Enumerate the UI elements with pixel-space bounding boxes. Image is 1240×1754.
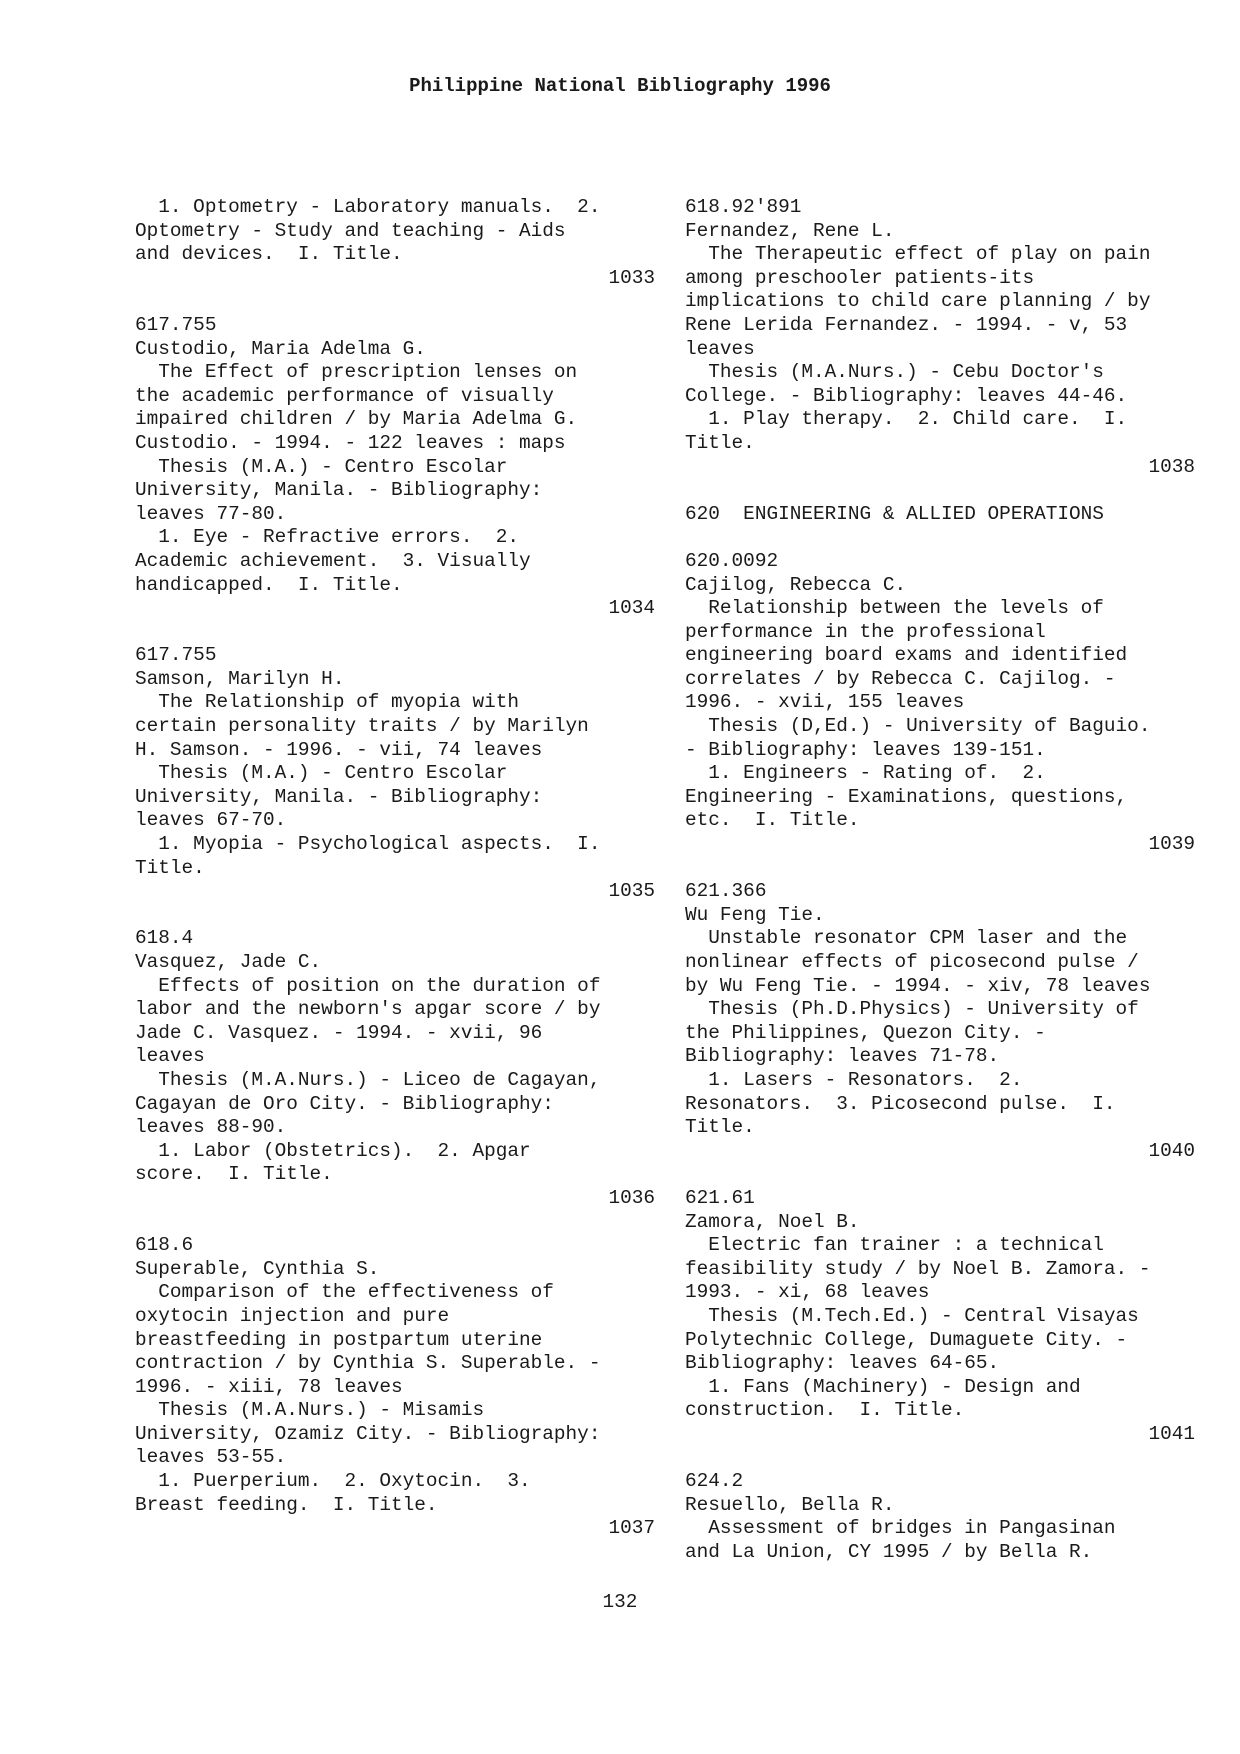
text-line: - Bibliography: leaves 139-151. [685, 738, 1046, 761]
text-line: Thesis (M.A.) - Centro Escolar [135, 762, 508, 785]
text-line: Thesis (M.A.Nurs.) - Liceo de Cagayan, [135, 1068, 601, 1091]
text-line: leaves 53-55. [135, 1446, 287, 1469]
text-line: Thesis (M.A.Nurs.) - Misamis [135, 1399, 485, 1422]
blank-line [685, 479, 1195, 503]
text-line: Unstable resonator CPM laser and the [685, 927, 1128, 950]
text-line: and devices. I. Title. [135, 243, 403, 266]
text-line: contraction / by Cynthia S. Superable. - [135, 1352, 601, 1375]
entry-number: 1035 [608, 880, 655, 903]
text-line: College. - Bibliography: leaves 44-46. [685, 384, 1128, 407]
text-line: Title. [685, 431, 755, 454]
text-line: Fernandez, Rene L. [685, 219, 895, 242]
text-line: and La Union, CY 1995 / by Bella R. [685, 1540, 1093, 1563]
text-line: Samson, Marilyn H. [135, 667, 345, 690]
text-line: 620 ENGINEERING & ALLIED OPERATIONS [685, 502, 1104, 525]
text-line: leaves [685, 337, 755, 360]
text-line: Wu Feng Tie. [685, 903, 825, 926]
text-line: 618.92'891 [685, 196, 802, 218]
text-line: 617.755 [135, 644, 217, 667]
text-line: H. Samson. - 1996. - vii, 74 leaves [135, 738, 543, 761]
entry-number: 1038 [1148, 455, 1195, 478]
text-line: handicapped. I. Title. [135, 573, 403, 596]
text-line: 624.2 [685, 1470, 744, 1493]
text-line: Academic achievement. 3. Visually [135, 549, 531, 572]
text-line: Cajilog, Rebecca C. [685, 573, 907, 596]
text-line: implications to child care planning / by [685, 290, 1151, 313]
text-line: Custodio, Maria Adelma G. [135, 337, 426, 360]
text-line: leaves 67-70. [135, 809, 287, 832]
blank-line [135, 1211, 655, 1235]
entry-number: 1041 [1148, 1422, 1195, 1445]
blank-line [685, 1446, 1195, 1470]
text-line: Resonators. 3. Picosecond pulse. I. [685, 1092, 1116, 1115]
text-line: 621.366 [685, 880, 767, 903]
text-line: 1. Fans (Machinery) - Design and [685, 1375, 1081, 1398]
text-line: Thesis (M.Tech.Ed.) - Central Visayas [685, 1304, 1139, 1327]
entry-number: 1040 [1148, 1139, 1195, 1162]
text-line: Jade C. Vasquez. - 1994. - xvii, 96 [135, 1021, 543, 1044]
text-line: Electric fan trainer : a technical [685, 1234, 1104, 1257]
text-line: University, Ozamiz City. - Bibliography: [135, 1422, 601, 1445]
text-line: Superable, Cynthia S. [135, 1257, 380, 1280]
text-line: 1. Optometry - Laboratory manuals. 2. [135, 196, 601, 218]
text-line: Thesis (D,Ed.) - University of Baguio. [685, 715, 1151, 738]
text-line: 1. Puerperium. 2. Oxytocin. 3. [135, 1470, 531, 1493]
text-line: by Wu Feng Tie. - 1994. - xiv, 78 leaves [685, 974, 1151, 997]
text-line: 620.0092 [685, 549, 779, 572]
text-line: Assessment of bridges in Pangasinan [685, 1517, 1116, 1540]
text-line: 1. Labor (Obstetrics). 2. Apgar [135, 1139, 531, 1162]
entry-number: 1039 [1148, 833, 1195, 856]
text-line: impaired children / by Maria Adelma G. [135, 408, 578, 431]
text-line: engineering board exams and identified [685, 644, 1128, 667]
text-line: 1. Myopia - Psychological aspects. I. [135, 833, 601, 856]
text-line: Comparison of the effectiveness of [135, 1281, 554, 1304]
text-line: certain personality traits / by Marilyn [135, 715, 589, 738]
text-line: Relationship between the levels of [685, 597, 1104, 620]
text-line: 1. Engineers - Rating of. 2. [685, 762, 1046, 785]
text-line: 1996. - xvii, 155 leaves [685, 691, 965, 714]
text-line: Title. [685, 1116, 755, 1139]
text-line: 1. Play therapy. 2. Child care. I. [685, 408, 1128, 431]
text-line: Thesis (M.A.Nurs.) - Cebu Doctor's [685, 361, 1104, 384]
text-line: The Relationship of myopia with [135, 691, 519, 714]
text-line: leaves 88-90. [135, 1116, 287, 1139]
text-line: 618.4 [135, 927, 194, 950]
text-line: 1996. - xiii, 78 leaves [135, 1375, 403, 1398]
text-line: among preschooler patients-its [685, 266, 1035, 289]
blank-line [685, 857, 1195, 881]
text-line: score. I. Title. [135, 1163, 333, 1186]
blank-line [685, 526, 1195, 550]
text-line: Title. [135, 856, 205, 879]
text-line: 621.61 [685, 1186, 755, 1209]
blank-line [135, 621, 655, 645]
text-line: 618.6 [135, 1234, 194, 1257]
entry-number: 1033 [608, 266, 655, 289]
text-line: Vasquez, Jade C. [135, 951, 322, 973]
right-column [685, 196, 1195, 1564]
text-line: the Philippines, Quezon City. - [685, 1021, 1046, 1044]
text-line: The Effect of prescription lenses on [135, 361, 578, 384]
text-line: 1993. - xi, 68 leaves [685, 1281, 930, 1304]
text-line: 1. Eye - Refractive errors. 2. [135, 526, 519, 549]
text-line: performance in the professional [685, 620, 1046, 643]
text-line: Cagayan de Oro City. - Bibliography: [135, 1092, 554, 1115]
text-line: 1. Lasers - Resonators. 2. [685, 1068, 1023, 1091]
text-line: Thesis (M.A.) - Centro Escolar [135, 455, 508, 478]
text-line: the academic performance of visually [135, 384, 554, 407]
text-line: feasibility study / by Noel B. Zamora. - [685, 1257, 1151, 1280]
text-line: University, Manila. - Bibliography: [135, 785, 543, 808]
text-line: oxytocin injection and pure [135, 1304, 450, 1327]
text-line: leaves 77-80. [135, 502, 287, 525]
blank-line [685, 1163, 1195, 1187]
text-line: breastfeeding in postpartum uterine [135, 1328, 543, 1351]
text-line: The Therapeutic effect of play on pain [685, 243, 1151, 266]
text-line: Engineering - Examinations, questions, [685, 785, 1128, 808]
text-line: Optometry - Study and teaching - Aids [135, 219, 566, 242]
text-line: 617.755 [135, 313, 217, 336]
text-line: Custodio. - 1994. - 122 leaves : maps [135, 431, 566, 454]
text-line: Effects of position on the duration of [135, 974, 601, 997]
page-number: 132 [602, 1591, 638, 1613]
text-line: Bibliography: leaves 71-78. [685, 1045, 1000, 1068]
entry-number: 1036 [608, 1186, 655, 1209]
text-line: nonlinear effects of picosecond pulse / [685, 951, 1139, 973]
text-line: Zamora, Noel B. [685, 1210, 860, 1233]
text-line: labor and the newborn's apgar score / by [135, 998, 601, 1021]
entry-number: 1034 [608, 597, 655, 620]
entry-number: 1037 [608, 1517, 655, 1540]
page-title: Philippine National Bibliography 1996 [409, 75, 831, 97]
text-line: Thesis (Ph.D.Physics) - University of [685, 998, 1139, 1021]
text-line: University, Manila. - Bibliography: [135, 479, 543, 502]
text-line: Bibliography: leaves 64-65. [685, 1352, 1000, 1375]
blank-line [135, 290, 655, 314]
text-line: Polytechnic College, Dumaguete City. - [685, 1328, 1128, 1351]
text-line: construction. I. Title. [685, 1399, 965, 1422]
text-line: leaves [135, 1045, 205, 1068]
text-line: Breast feeding. I. Title. [135, 1493, 438, 1516]
text-line: correlates / by Rebecca C. Cajilog. - [685, 667, 1116, 690]
text-line: Resuello, Bella R. [685, 1493, 895, 1516]
text-line: Rene Lerida Fernandez. - 1994. - v, 53 [685, 313, 1128, 336]
left-column [135, 196, 655, 1541]
blank-line [135, 904, 655, 928]
text-line: etc. I. Title. [685, 809, 860, 832]
